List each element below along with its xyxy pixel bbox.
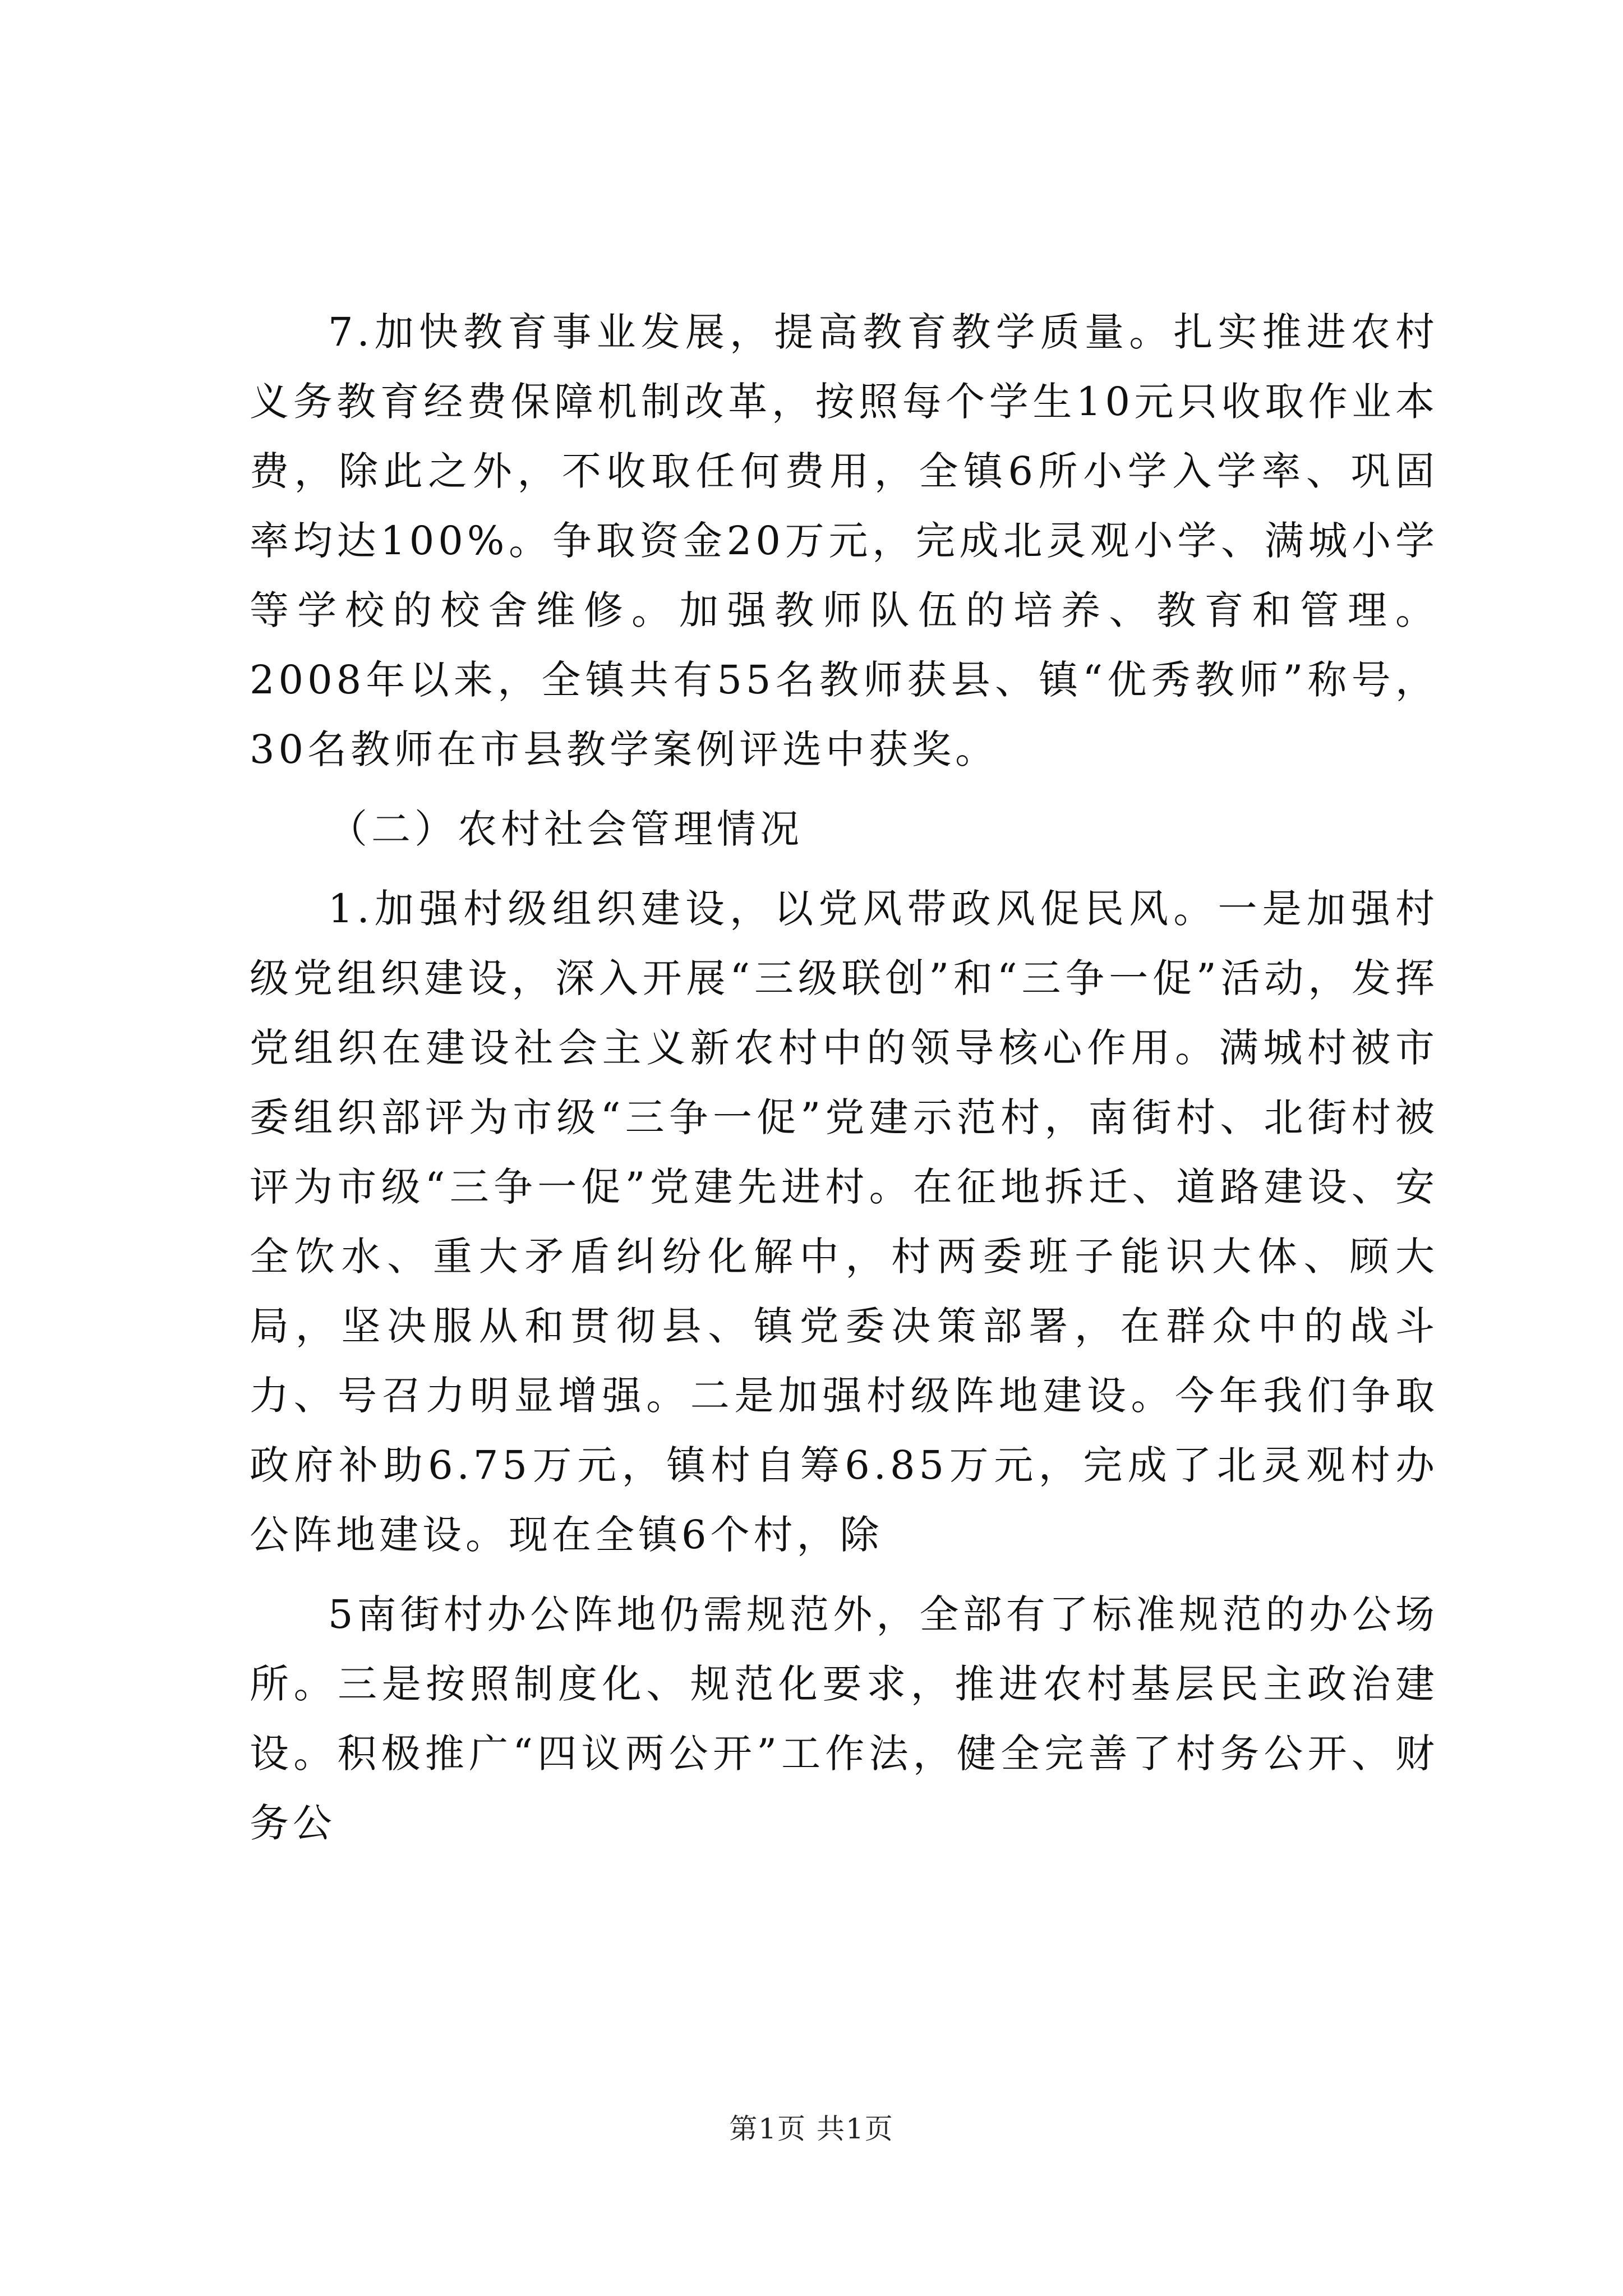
document-body [250,297,1438,1858]
paragraph-continued: 5南街村办公阵地仍需规范外，全部有了标准规范的办公场所。三是按照制度化、规范化要求，推进农村基层民主政治建设。积极推广“四议两公开”工作法，健全完善了村务公开、财务公 [250,1591,1438,1846]
page-number-footer: 第1页 共1页 [729,2113,894,2145]
paragraph-village-organization: 1.加强村级组织建设，以党风带政风促民风。一是加强村级党组织建设，深入开展“三级联创”和“三争一促”活动，发挥党组织在建设社会主义新农村中的领导核心作用。满城村被市委组织部评为市级“三争一促”党建示范村，南街村、北街村被评为市级“三争一促”党建先进村。在征地拆迁、道路建设、安全饮水、重大矛盾纠纷化解中，村两委班子能识大体、顾大局，坚决服从和贯彻县、镇党委决策部署，在群众中的战斗力、号召力明显增强。二是加强村级阵地建设。今年我们争取政府补助6.75万元，镇村自筹6.85万元，完成了北灵观村办公阵地建设。现在全镇6个村，除 [250,886,1438,1558]
paragraph-education: 7.加快教育事业发展，提高教育教学质量。扎实推进农村义务教育经费保障机制改革，按照每个学生10元只收取作业本费，除此之外，不收取任何费用，全镇6所小学入学率、巩固率均达100%。争取资金20万元，完成北灵观小学、满城小学等学校的校舍维修。加强教师队伍的培养、教育和管理。2008年以来，全镇共有55名教师获县、镇“优秀教师”称号，30名教师在市县教学案例评选中获奖。 [250,309,1438,772]
section-heading-rural-management: （二）农村社会管理情况 [328,806,803,852]
